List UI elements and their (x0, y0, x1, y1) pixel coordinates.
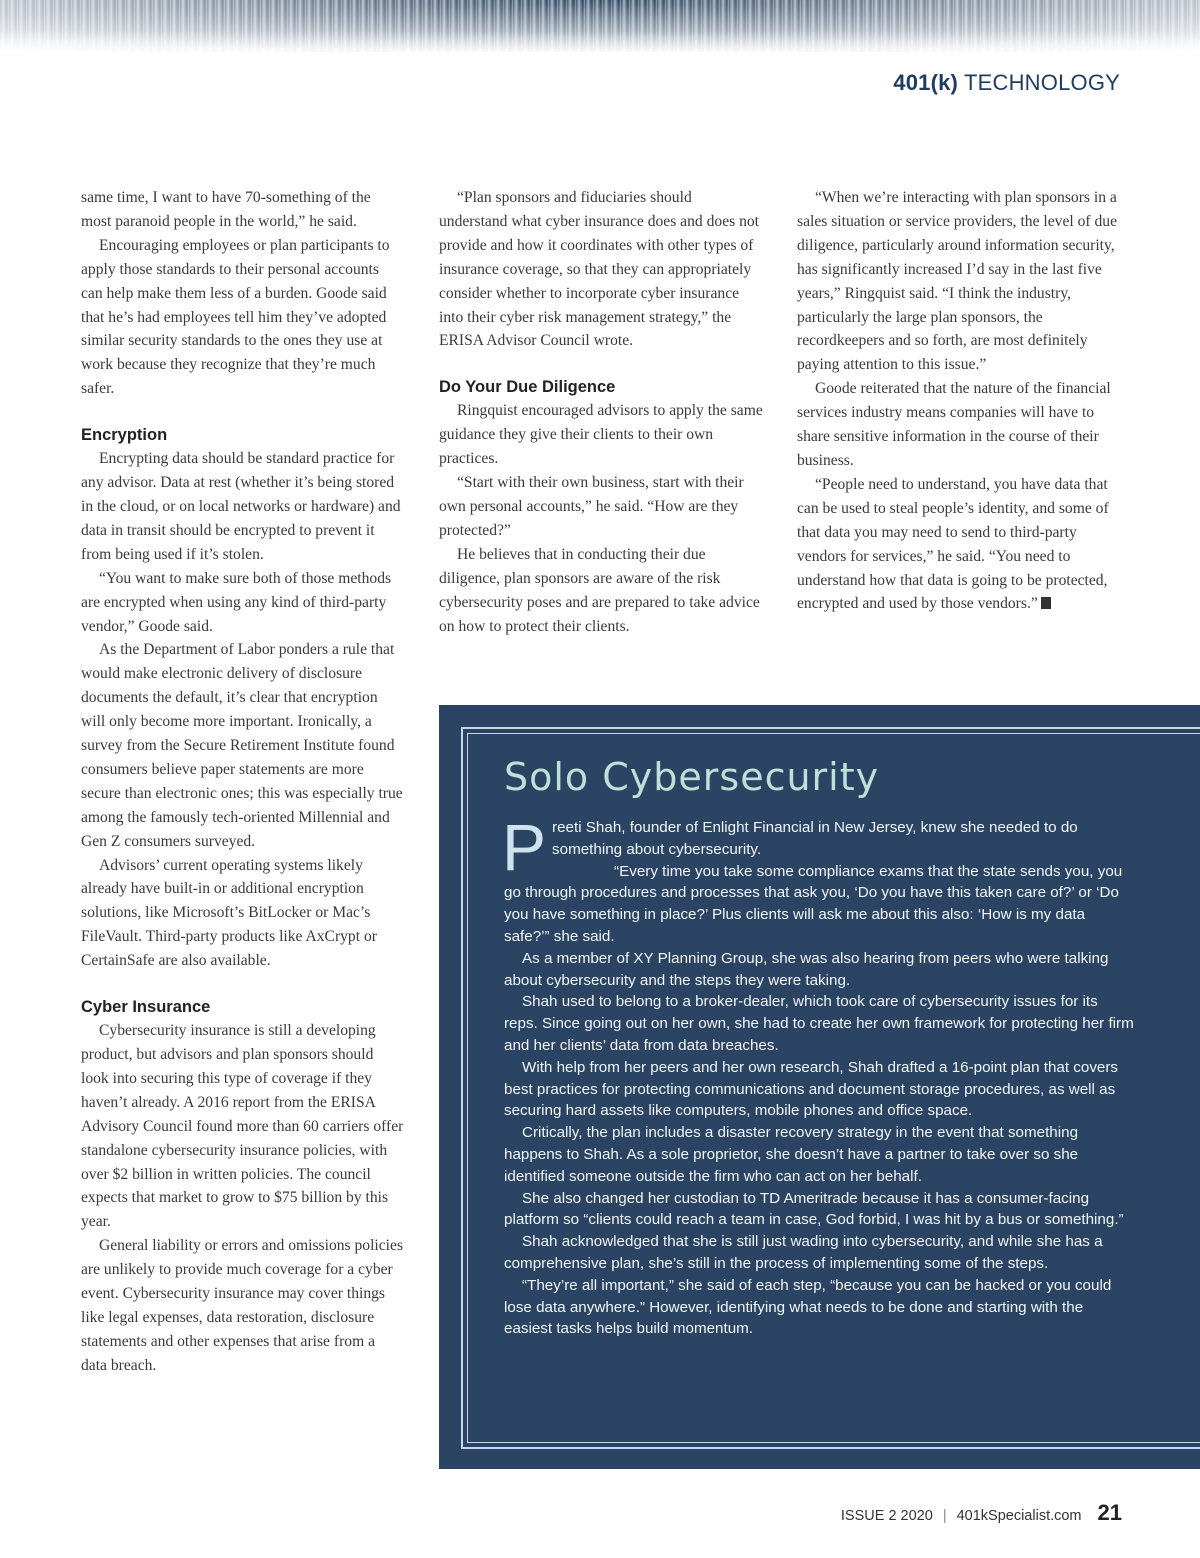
site-link[interactable]: 401kSpecialist.com (956, 1508, 1082, 1524)
paragraph: Encrypting data should be standard practice for any advisor. Data at rest (whether it’s being stored in the cloud, or on local networks or hardware) and data in transit should be encrypted to prevent it from being used if it’s stolen. (81, 450, 401, 563)
sidebar-paragraph: She also changed her custodian to TD Ameritrade because it has a consumer-facing platform so “clients could reach a team in case, God forbid, I was hit by a bus or something.” (504, 1189, 1124, 1229)
sidebar-box (439, 705, 1200, 1469)
paragraph: Advisors’ current operating systems likely already have built-in or additional encryption solutions, like Microsoft’s BitLocker or Mac’s FileVault. Third-party products like AxCrypt or CertainSafe are also available. (81, 856, 377, 970)
sidebar-paragraph: “They’re all important,” she said of each step, “because you can be hacked or you could lose data anywhere.” However, identifying what needs to be done and starting with the easiest tasks helps build momentum. (504, 1276, 1112, 1338)
column-1 (81, 186, 404, 1378)
footer-separator: | (942, 1508, 947, 1524)
paragraph: Ringquist encouraged advisors to apply the same guidance they give their clients to their own practices. (439, 402, 763, 468)
header-banner-fade (0, 0, 1200, 56)
paragraph: As the Department of Labor ponders a rule that would make electronic delivery of disclosure documents the default, it’s clear that encryption will only become more important. Ironically, a survey from the Secure Retirement Institute found consumers believe paper statements are more secure than electronic ones; this was especially true among the famously tech-oriented Millennial and Gen Z consumers surveyed. (81, 641, 403, 850)
heading-cyber-insurance: Cyber Insurance (81, 998, 211, 1017)
paragraph: same time, I want to have 70-something of the most paranoid people in the world,” he said. (81, 189, 371, 230)
end-mark-icon (1041, 597, 1051, 609)
paragraph: He believes that in conducting their due diligence, plan sponsors are aware of the risk cybersecurity poses and are prepared to take advice on how to protect their clients. (439, 545, 760, 635)
paragraph: “Plan sponsors and fiduciaries should understand what cyber insurance does and does not provide and how it coordinates with other types of insurance coverage, so that they can appropriately consider whether to incorporate cyber insurance into their cyber risk management strategy,” the ERISA Advisor Council wrote. (439, 189, 760, 350)
paragraph-text: “People need to understand, you have data that can be used to steal people’s identity, and some of that data you may need to send to third-party vendors for services,” he said. “You need to understand how that data is going to be protected, encrypted and used by those vendors.” (797, 475, 1109, 613)
paragraph: Goode reiterated that the nature of the financial services industry means companies will have to share sensitive information in the course of their business. (797, 380, 1111, 469)
page-number: 21 (1097, 1500, 1122, 1525)
paragraph: “You want to make sure both of those methods are encrypted when using any kind of third-party vendor,” Goode said. (81, 569, 392, 635)
sidebar-paragraph: Shah acknowledged that she is still just wading into cybersecurity, and while she has a comprehensive plan, she’s still in the process of implementing some of the steps. (504, 1233, 1103, 1272)
column-2 (439, 186, 764, 638)
sidebar-paragraph: As a member of XY Planning Group, she was also hearing from peers who were talking about cybersecurity and the steps they were taking. (504, 949, 1109, 989)
page-footer (841, 1500, 1122, 1526)
paragraph: Cybersecurity insurance is still a developing product, but advisors and plan sponsors should look into securing this type of coverage if they haven’t already. A 2016 report from the ERISA Advisory Council found more than 60 carriers offer standalone cybersecurity insurance policies, with over $2 billion in written policies. The council expects that market to grow to $75 billion by this year. (81, 1022, 404, 1231)
sidebar-paragraph: reeti Shah, founder of Enlight Financial in New Jersey, knew she needed to do something about cybersecurity. (552, 819, 1078, 858)
sidebar-paragraph: With help from her peers and her own research, Shah drafted a 16-point plan that covers best practices for protecting communications and document storage procedures, as well as securing hard assets like computers, mobile phones and office space. (504, 1058, 1119, 1120)
paragraph: General liability or errors and omissions policies are unlikely to provide much coverage for a cyber event. Cybersecurity insurance may cover things like legal expenses, data restoration, disclosure statements and other expenses that arise from a data breach. (81, 1237, 404, 1374)
heading-encryption: Encryption (81, 426, 168, 445)
section-label-rest: TECHNOLOGY (958, 70, 1120, 95)
paragraph: Encouraging employees or plan participants to apply those standards to their personal accounts can help make them less of a burden. Goode said that he’s had employees tell him they’ve adopted similar security standards to the ones they use at work because they recognize that they’re much safer. (81, 236, 390, 398)
drop-cap: P (502, 810, 547, 884)
section-label-bold: 401(k) (893, 70, 959, 95)
sidebar-paragraph: “Every time you take some compliance exams that the state sends you, you go through procedures and processes that ask you, ‘Do you have this taken care of?’ or ‘Do you have something in place?’ Plus clients will ask me about this also: ‘How is my data safe?’” she said. (504, 862, 1123, 945)
column-3 (797, 186, 1122, 616)
issue-label: ISSUE 2 2020 (840, 1508, 933, 1524)
paragraph: “When we’re interacting with plan sponsors in a sales situation or service providers, the level of due diligence, particularly around information security, has significantly increased I’d say in the last five years,” Ringquist said. “I think the industry, particularly the large plan sponsors, the recordkeepers and so forth, are most definitely paying attention to this issue.” (797, 189, 1118, 374)
paragraph (797, 473, 1122, 616)
sidebar-paragraph: Shah used to belong to a broker-dealer, which took care of cybersecurity issues for its reps. Since going out on her own, she had to create her own framework for protecting her firm and her clients’ data from data breaches. (504, 993, 1134, 1054)
paragraph: “Start with their own business, start with their own personal accounts,” he said. “How are they protected?” (439, 474, 744, 539)
sidebar-paragraph: Critically, the plan includes a disaster recovery strategy in the event that something happens to Shah. As a sole proprietor, she doesn’t have a partner to take over so she identified someone outside the firm who can act on her behalf. (504, 1124, 1079, 1185)
section-label (893, 70, 1120, 96)
sidebar-title: Solo Cybersecurity (504, 755, 880, 799)
sidebar-body (502, 810, 1134, 1340)
heading-due-diligence: Do Your Due Diligence (439, 378, 616, 397)
